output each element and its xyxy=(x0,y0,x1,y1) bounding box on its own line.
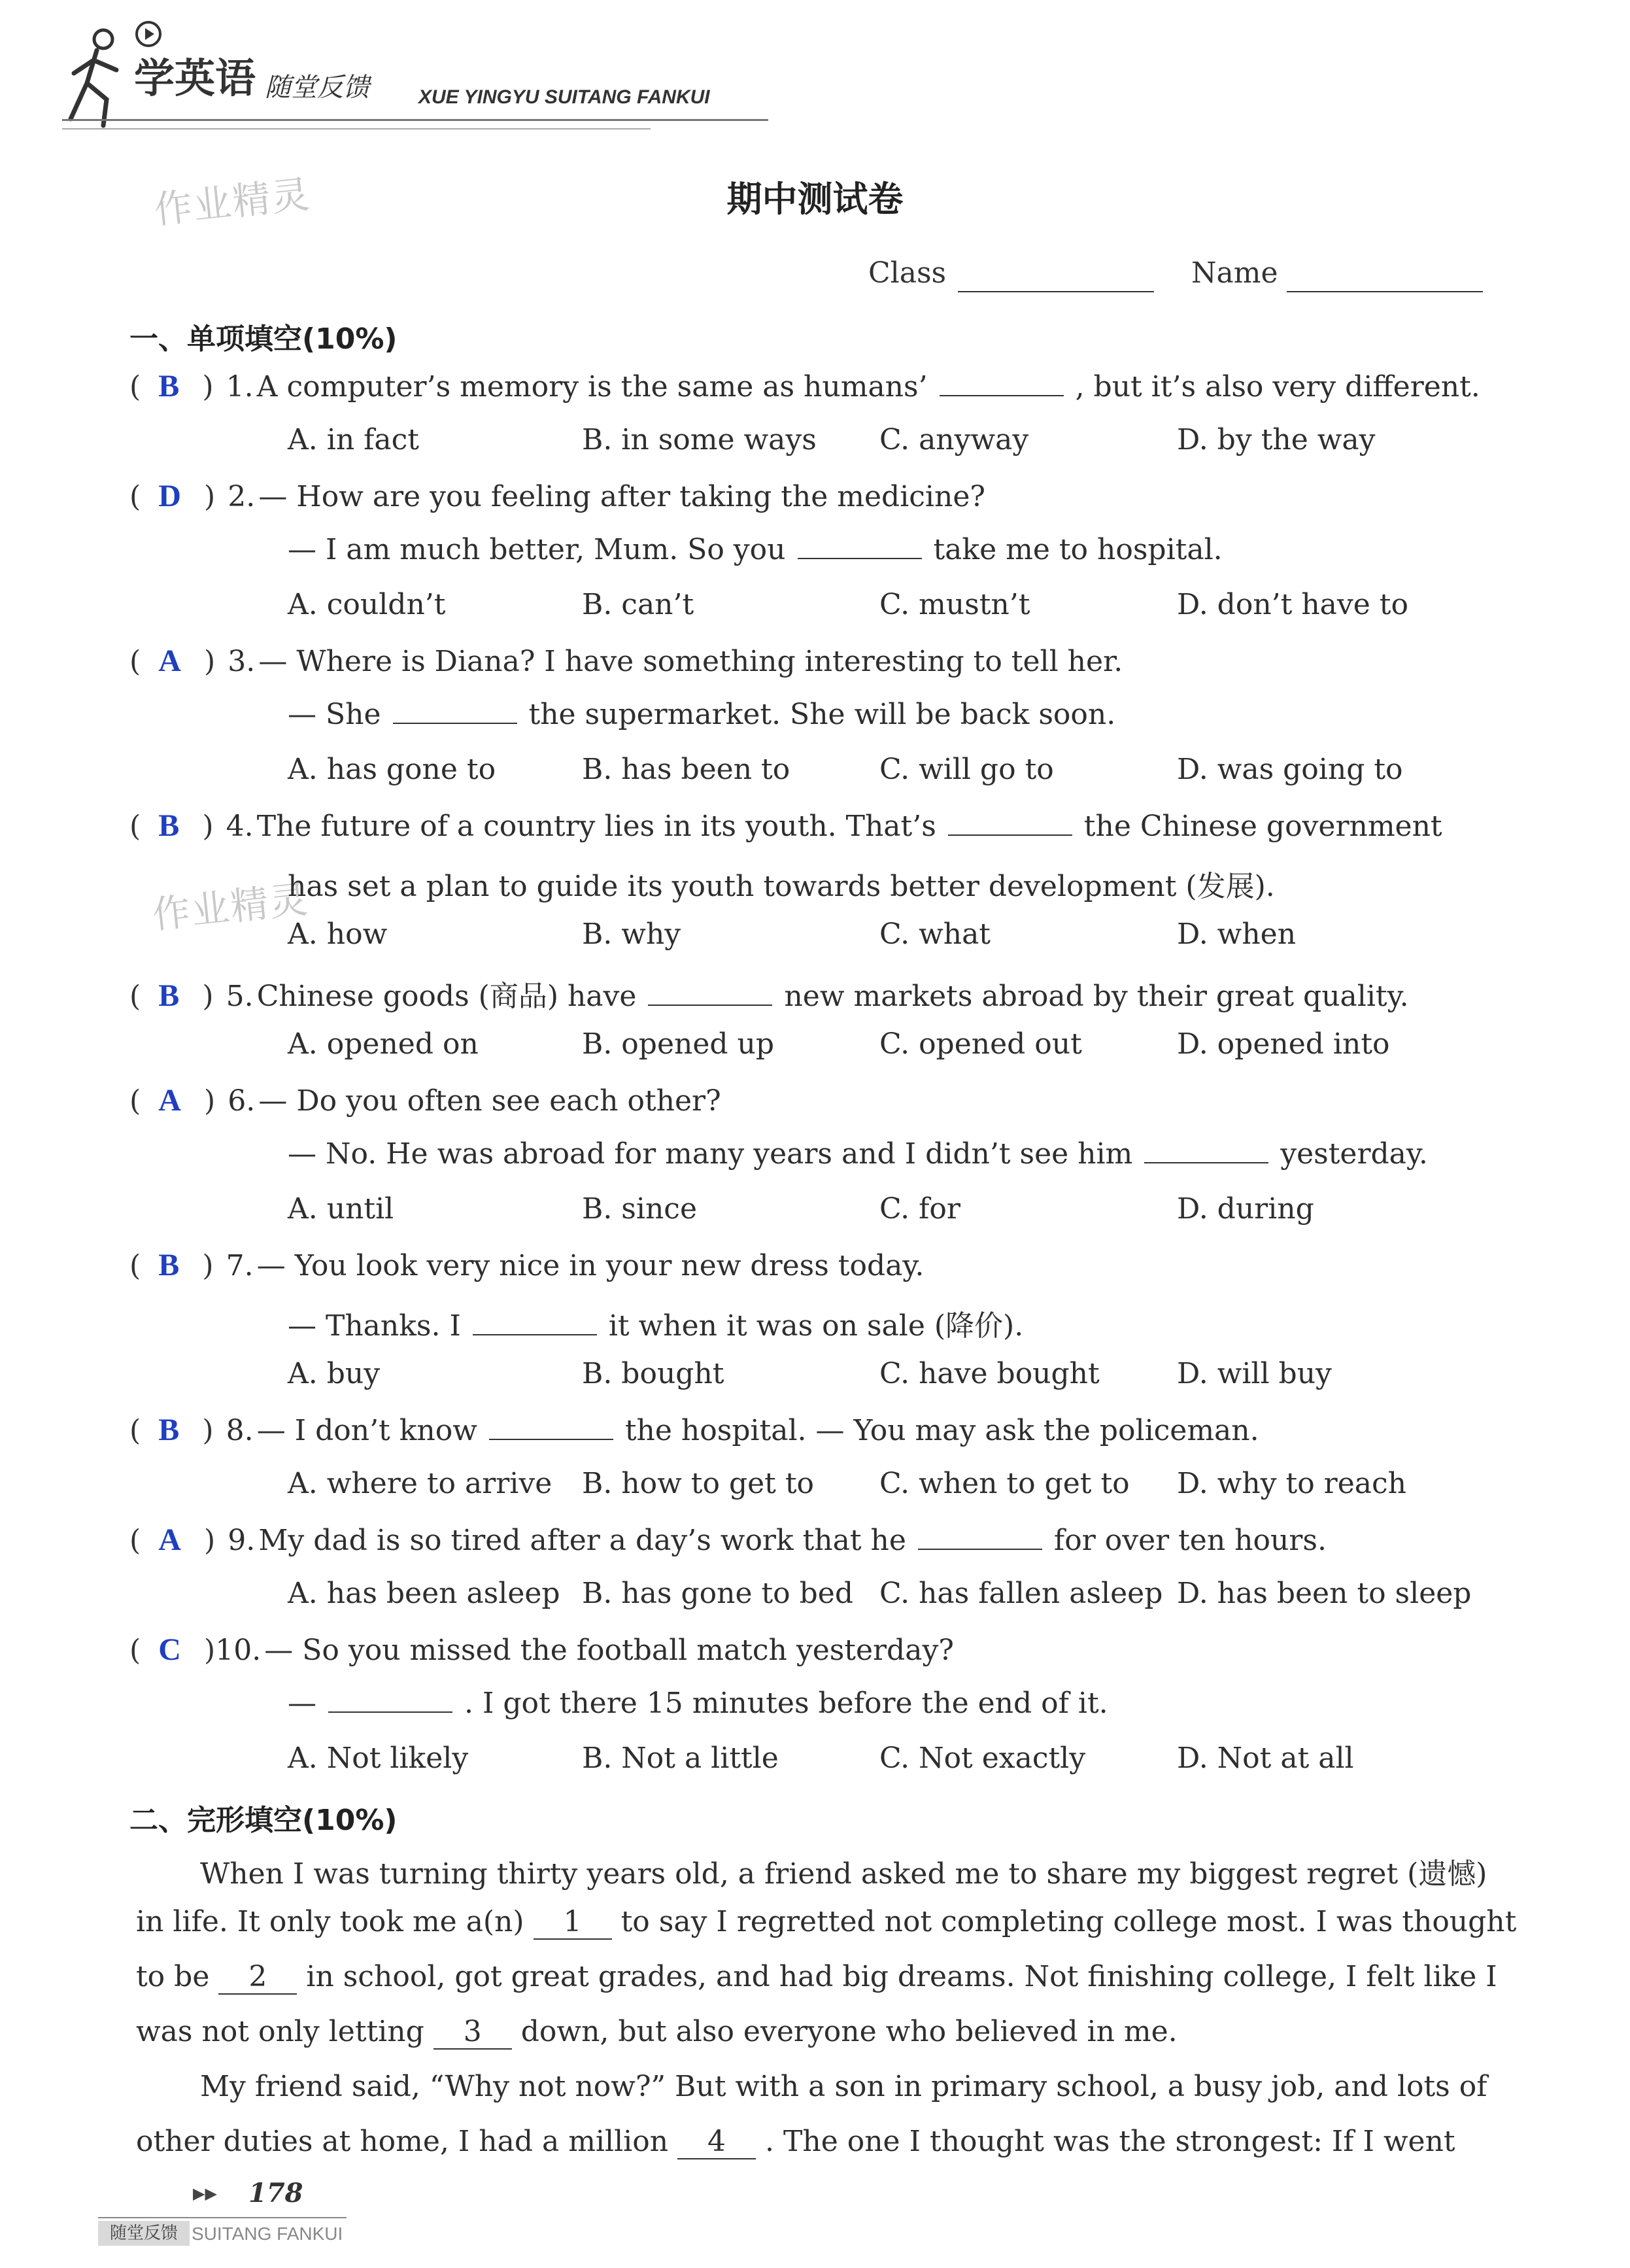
section-heading: 二、完形填空(10%) xyxy=(129,1804,398,1837)
cloze-blank: 1 xyxy=(534,1905,612,1940)
question-text: , but it’s also very different. xyxy=(1075,370,1480,404)
answer-blank xyxy=(393,700,517,724)
answer-blank xyxy=(473,1312,597,1335)
section-heading: 一、单项填空(10%) xyxy=(129,322,398,356)
question-10: ( C )10. — So you missed the football match yesterday? xyxy=(129,1632,954,1667)
name-label: Name xyxy=(1191,256,1278,290)
option-d: D. when xyxy=(1177,918,1297,951)
footer-badge: 随堂反馈 xyxy=(98,2221,190,2246)
question-2: ( D ) 2. — How are you feeling after taking the medicine? xyxy=(129,479,985,513)
option-c: C. Not exactly xyxy=(879,1742,1086,1775)
question-1: ( B ) 1. A computer’s memory is the same as humans’ , but it’s also very different. xyxy=(129,369,1480,404)
play-icon xyxy=(134,20,163,48)
option-c: C. will go to xyxy=(879,753,1054,786)
cloze-line: other duties at home, I had a million 4 . The one I thought was the strongest: If I went xyxy=(136,2125,1455,2158)
watermark: 作业精灵 xyxy=(150,876,311,938)
question-number: 9. xyxy=(228,1524,256,1557)
question-text-line2: — Thanks. I it when it was on sale (降价). xyxy=(288,1309,1024,1343)
answer-blank xyxy=(940,373,1064,396)
option-b: B. has gone to bed xyxy=(582,1577,853,1610)
option-b: B. Not a little xyxy=(582,1742,779,1775)
option-b: B. has been to xyxy=(582,753,790,786)
option-c: C. have bought xyxy=(879,1357,1100,1390)
answer-mark: B xyxy=(158,1248,180,1282)
question-number: 5. xyxy=(226,980,254,1013)
question-text: — How are you feeling after taking the medicine? xyxy=(258,480,985,513)
cloze-line: When I was turning thirty years old, a friend asked me to share my biggest regret (遗憾) xyxy=(200,1857,1487,1891)
question-text-line2: has set a plan to guide its youth towards better development (发展). xyxy=(288,870,1275,903)
option-b: B. since xyxy=(582,1192,697,1226)
answer-blank xyxy=(648,982,772,1006)
question-9: ( A ) 9. My dad is so tired after a day’s work that he for over ten hours. xyxy=(129,1522,1327,1557)
option-c: C. anyway xyxy=(879,423,1029,456)
question-number: 6. xyxy=(228,1084,256,1118)
option-a: A. opened on xyxy=(288,1027,479,1061)
option-a: A. has been asleep xyxy=(288,1577,560,1610)
question-number: 7. xyxy=(226,1249,254,1282)
question-text: Chinese goods (商品) have xyxy=(256,980,637,1013)
answer-blank xyxy=(948,812,1072,836)
watermark: 作业精灵 xyxy=(152,171,313,233)
option-a: A. couldn’t xyxy=(288,588,446,621)
cloze-blank: 2 xyxy=(218,1960,297,1995)
option-c: C. has fallen asleep xyxy=(879,1577,1163,1610)
double-arrow-icon: ▶▶ xyxy=(193,2184,217,2203)
question-text-line2: — . I got there 15 minutes before the end of it. xyxy=(288,1687,1108,1720)
answer-mark: A xyxy=(158,1522,181,1557)
option-c: C. mustn’t xyxy=(879,588,1030,621)
option-b: B. in some ways xyxy=(582,423,817,456)
answer-blank xyxy=(489,1417,613,1440)
option-d: D. has been to sleep xyxy=(1177,1577,1472,1610)
answer-blank xyxy=(328,1689,452,1713)
option-a: A. until xyxy=(288,1192,394,1226)
question-text: The future of a country lies in its youth. That’s xyxy=(256,810,936,843)
question-7: ( B ) 7. — You look very nice in your new dress today. xyxy=(129,1248,925,1282)
option-a: A. has gone to xyxy=(288,753,496,786)
option-d: D. why to reach xyxy=(1177,1467,1406,1500)
footer-rule xyxy=(98,2217,347,2218)
option-a: A. Not likely xyxy=(288,1742,469,1775)
answer-mark: B xyxy=(158,808,180,843)
question-text: — You look very nice in your new dress today. xyxy=(256,1249,925,1282)
cloze-line: in life. It only took me a(n) 1 to say I regretted not completing college most. I was thought xyxy=(136,1905,1517,1938)
question-number: 8. xyxy=(226,1414,254,1447)
brand-english: XUE YINGYU SUITANG FANKUI xyxy=(418,86,710,108)
answer-blank xyxy=(1144,1140,1268,1163)
question-number: 3. xyxy=(228,645,256,678)
option-a: A. in fact xyxy=(288,423,419,456)
question-3: ( A ) 3. — Where is Diana? I have something interesting to tell her. xyxy=(129,644,1123,678)
page-title: 期中测试卷 xyxy=(726,179,904,220)
answer-blank xyxy=(918,1526,1042,1550)
option-d: D. was going to xyxy=(1177,753,1403,786)
option-b: B. can’t xyxy=(582,588,694,621)
option-d: D. during xyxy=(1177,1192,1314,1226)
cloze-line: was not only letting 3 down, but also everyone who believed in me. xyxy=(136,2015,1178,2048)
answer-mark: A xyxy=(158,1083,181,1118)
option-b: B. how to get to xyxy=(582,1467,814,1500)
question-text-line2: — She the supermarket. She will be back soon. xyxy=(288,698,1116,731)
option-a: A. where to arrive xyxy=(288,1467,552,1500)
question-number: 2. xyxy=(228,480,256,513)
answer-mark: A xyxy=(158,644,181,678)
question-number: 1. xyxy=(226,370,254,404)
question-4: ( B ) 4. The future of a country lies in its youth. That’s the Chinese government xyxy=(129,808,1442,843)
cloze-line: My friend said, “Why not now?” But with a son in primary school, a busy job, and lots of xyxy=(200,2070,1487,2103)
question-8: ( B ) 8. — I don’t know the hospital. — You may ask the policeman. xyxy=(129,1413,1259,1447)
option-c: C. what xyxy=(879,918,991,951)
header-rule-secondary xyxy=(62,128,651,129)
option-c: C. when to get to xyxy=(879,1467,1130,1500)
option-b: B. opened up xyxy=(582,1027,775,1061)
option-b: B. bought xyxy=(582,1357,724,1390)
question-text: — So you missed the football match yesterday? xyxy=(264,1634,954,1667)
brand-subtitle: 随堂反馈 xyxy=(265,73,369,103)
question-text-line2: — No. He was abroad for many years and I didn’t see him yesterday. xyxy=(288,1137,1428,1171)
option-c: C. for xyxy=(879,1192,960,1226)
question-text-line2: — I am much better, Mum. So you take me to hospital. xyxy=(288,533,1223,566)
option-a: A. buy xyxy=(288,1357,381,1390)
option-a: A. how xyxy=(288,918,388,951)
question-6: ( A ) 6. — Do you often see each other? xyxy=(129,1083,721,1118)
question-number: 10. xyxy=(215,1634,262,1667)
name-field[interactable] xyxy=(1287,291,1483,292)
answer-blank xyxy=(798,536,922,559)
option-b: B. why xyxy=(582,918,681,951)
answer-mark: B xyxy=(158,369,180,404)
cloze-blank: 4 xyxy=(677,2125,756,2159)
option-c: C. opened out xyxy=(879,1027,1082,1061)
header-rule xyxy=(62,119,768,121)
runner-logo-icon xyxy=(58,21,136,132)
question-text: — Where is Diana? I have something interesting to tell her. xyxy=(258,645,1123,678)
answer-mark: D xyxy=(158,479,181,513)
brand-title: 学英语 xyxy=(134,54,256,102)
question-text: My dad is so tired after a day’s work that he xyxy=(258,1524,906,1557)
answer-mark: C xyxy=(158,1632,181,1667)
option-d: D. by the way xyxy=(1177,423,1376,456)
answer-mark: B xyxy=(158,978,180,1013)
cloze-line: to be 2 in school, got great grades, and had big dreams. Not finishing college, I felt like I xyxy=(136,1960,1497,1993)
question-text: A computer’s memory is the same as humans’ xyxy=(256,370,928,404)
option-d: D. will buy xyxy=(1177,1357,1332,1390)
question-5: ( B ) 5. Chinese goods (商品) have new markets abroad by their great quality. xyxy=(129,978,1409,1013)
cloze-blank: 3 xyxy=(433,2015,512,2050)
answer-mark: B xyxy=(158,1413,180,1447)
class-label: Class xyxy=(868,256,947,290)
page-number: 178 xyxy=(248,2178,303,2208)
option-d: D. opened into xyxy=(1177,1027,1390,1061)
class-field[interactable] xyxy=(958,291,1154,292)
footer-label: SUITANG FANKUI xyxy=(192,2224,343,2244)
option-d: D. don’t have to xyxy=(1177,588,1408,621)
option-d: D. Not at all xyxy=(1177,1742,1354,1775)
question-text: — I don’t know xyxy=(256,1414,477,1447)
answer-paren: ( xyxy=(129,370,141,404)
question-text: — Do you often see each other? xyxy=(258,1084,721,1118)
question-number: 4. xyxy=(226,810,254,843)
